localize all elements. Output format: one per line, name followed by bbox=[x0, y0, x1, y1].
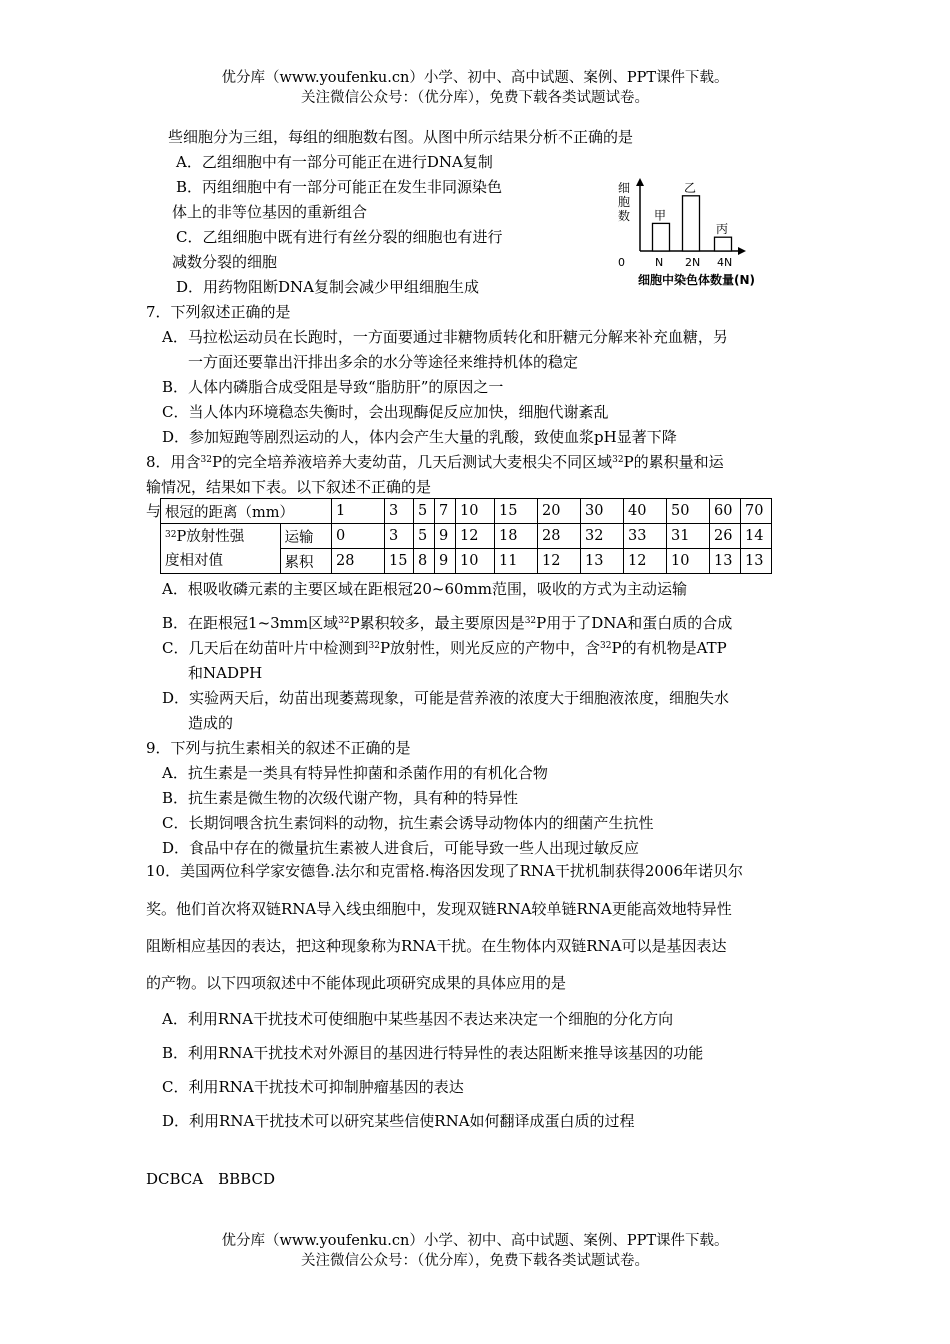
q7-option-a: A．马拉松运动员在长跑时，一方面要通过非糖物质转化和肝糖元分解来补充血糖，另 bbox=[162, 328, 728, 346]
table-cell: 12 bbox=[538, 549, 581, 574]
page-footer bbox=[0, 1231, 950, 1271]
q8-option-c-cont: 和NADPH bbox=[188, 664, 263, 682]
q8-option-a: A．根吸收磷元素的主要区域在距根冠20~60mm范围，吸收的方式为主动运输 bbox=[162, 580, 688, 598]
table-cell: 0 bbox=[332, 524, 385, 549]
q10-option-d: D．利用RNA干扰技术可以研究某些信使RNA如何翻译成蛋白质的过程 bbox=[162, 1112, 635, 1130]
table-cell: 5 bbox=[414, 524, 435, 549]
table-cell: 30 bbox=[581, 499, 624, 524]
bar-label: 乙 bbox=[684, 180, 697, 195]
q6-option-b-cont: 体上的非等位基因的重新组合 bbox=[172, 203, 368, 221]
table-cell: 12 bbox=[456, 524, 495, 549]
table-cell: 26 bbox=[710, 524, 741, 549]
q6-option-a: A．乙组细胞中有一部分可能正在进行DNA复制 bbox=[176, 153, 493, 171]
q9-option-c: C．长期饲喂含抗生素饲料的动物，抗生素会诱导动物体内的细菌产生抗性 bbox=[162, 814, 654, 832]
q7-option-d: D．参加短跑等剧烈运动的人，体内会产生大量的乳酸，致使血浆pH显著下降 bbox=[162, 428, 677, 446]
q8-stem: 8．用含$^{32}$P的完全培养液培养大麦幼苗，几天后测试大麦根尖不同区域$^{32}$P的累积量和运 bbox=[146, 453, 724, 471]
y-label-char-3: 数 bbox=[618, 209, 631, 223]
bar-label: 丙 bbox=[716, 222, 729, 237]
q9-option-b: B．抗生素是微生物的次级代谢产物，具有种的特异性 bbox=[162, 789, 519, 807]
y-label-char-1: 细 bbox=[618, 181, 631, 195]
q8-stem-cont: 输情况，结果如下表。以下叙述不正确的是 bbox=[146, 478, 432, 496]
q6-option-d: D．用药物阻断DNA复制会减少甲组细胞生成 bbox=[176, 278, 480, 296]
table-row-label: $^{32}$P放射性强 度相对值 bbox=[161, 524, 281, 574]
q10-stem-cont-1: 奖。他们首次将双链RNA导入线虫细胞中，发现双链RNA较单链RNA更能高效地特异性 bbox=[146, 900, 732, 918]
table-cell: 3 bbox=[385, 524, 414, 549]
q7-stem: 7．下列叙述正确的是 bbox=[146, 303, 291, 321]
table-cell: 40 bbox=[624, 499, 667, 524]
accum-label: 累积 bbox=[280, 549, 331, 574]
table-cell: 28 bbox=[332, 549, 385, 574]
table-cell: 15 bbox=[495, 499, 538, 524]
q10-option-c: C．利用RNA干扰技术可抑制肿瘤基因的表达 bbox=[162, 1078, 464, 1096]
q6-option-c-cont: 减数分裂的细胞 bbox=[172, 253, 278, 271]
table-cell: 13 bbox=[741, 549, 772, 574]
table-cell: 3 bbox=[385, 499, 414, 524]
bar-label: 甲 bbox=[654, 208, 667, 223]
table-cell: 32 bbox=[581, 524, 624, 549]
q6-option-c: C．乙组细胞中既有进行有丝分裂的细胞也有进行 bbox=[176, 228, 503, 246]
table-cell: 7 bbox=[435, 499, 456, 524]
table-cell: 33 bbox=[624, 524, 667, 549]
table-cell: 70 bbox=[741, 499, 772, 524]
table-cell: 9 bbox=[435, 549, 456, 574]
bar-4N bbox=[715, 237, 732, 251]
table-cell: 15 bbox=[385, 549, 414, 574]
table-cell: 18 bbox=[495, 524, 538, 549]
q8-option-c: C．几天后在幼苗叶片中检测到$^{32}$P放射性，则光反应的产物中，含$^{32}$P的有机物是ATP bbox=[162, 639, 727, 657]
x-tick-label: 2N bbox=[685, 256, 701, 269]
table-cell: 9 bbox=[435, 524, 456, 549]
q10-stem-cont-2: 阻断相应基因的表达，把这种现象称为RNA干扰。在生物体内双链RNA可以是基因表达 bbox=[146, 937, 727, 955]
table-header-label: 根冠的距离（mm） bbox=[161, 499, 332, 524]
y-axis-label bbox=[618, 181, 630, 223]
q7-option-c: C．当人体内环境稳态失衡时，会出现酶促反应加快，细胞代谢紊乱 bbox=[162, 403, 609, 421]
table-cell: 13 bbox=[710, 549, 741, 574]
q9-stem: 9．下列与抗生素相关的叙述不正确的是 bbox=[146, 739, 411, 757]
q8-overlap-char: 与 bbox=[146, 502, 162, 520]
transport-label: 运输 bbox=[280, 524, 331, 549]
header-line-2: 关注微信公众号：（优分库），免费下载各类试题试卷。 bbox=[301, 90, 649, 106]
bar-N bbox=[653, 223, 670, 251]
q9-option-d: D．食品中存在的微量抗生素被人进食后，可能导致一些人出现过敏反应 bbox=[162, 839, 640, 857]
table-cell: 50 bbox=[667, 499, 710, 524]
table-cell: 8 bbox=[414, 549, 435, 574]
table-cell: 60 bbox=[710, 499, 741, 524]
table-cell: 13 bbox=[581, 549, 624, 574]
table-cell: 10 bbox=[456, 549, 495, 574]
q10-stem: 10．美国两位科学家安德鲁.法尔和克雷格.梅洛因发现了RNA干扰机制获得2006年诺贝尔 bbox=[146, 862, 744, 880]
footer-line-1: 优分库（www.youfenku.cn）小学、初中、高中试题、案例、PPT课件下载。 bbox=[221, 1233, 729, 1249]
answer-key: DCBCA BBBCD bbox=[146, 1170, 275, 1188]
q6-option-b: B．丙组细胞中有一部分可能正在发生非同源染色 bbox=[176, 178, 503, 196]
q10-stem-cont-3: 的产物。以下四项叙述中不能体现此项研究成果的具体应用的是 bbox=[146, 974, 567, 992]
q9-option-a: A．抗生素是一类具有特异性抑菌和杀菌作用的有机化合物 bbox=[162, 764, 548, 782]
q7-option-b: B．人体内磷脂合成受阻是导致“脂肪肝”的原因之一 bbox=[162, 378, 504, 396]
table-cell: 1 bbox=[332, 499, 385, 524]
table-row bbox=[161, 524, 772, 549]
x-axis-arrow bbox=[738, 247, 746, 255]
x-tick-label: 4N bbox=[717, 256, 733, 269]
origin-label: 0 bbox=[618, 256, 625, 269]
q10-option-b: B．利用RNA干扰技术对外源目的基因进行特异性的表达阻断来推导该基因的功能 bbox=[162, 1044, 704, 1062]
table-cell: 10 bbox=[456, 499, 495, 524]
q8-option-b: B．在距根冠1~3mm区域$^{32}$P累积较多，最主要原因是$^{32}$P用于了DNA和蛋白质的合成 bbox=[162, 614, 733, 632]
header-line-1: 优分库（www.youfenku.cn）小学、初中、高中试题、案例、PPT课件下载。 bbox=[221, 70, 729, 86]
table-cell: 12 bbox=[624, 549, 667, 574]
table-cell: 14 bbox=[741, 524, 772, 549]
q10-option-a: A．利用RNA干扰技术可使细胞中某些基因不表达来决定一个细胞的分化方向 bbox=[162, 1010, 674, 1028]
x-tick-label: N bbox=[655, 256, 664, 269]
table-cell: 28 bbox=[538, 524, 581, 549]
q8-option-d: D．实验两天后，幼苗出现萎蔫现象，可能是营养液的浓度大于细胞液浓度，细胞失水 bbox=[162, 689, 730, 707]
table-cell: 5 bbox=[414, 499, 435, 524]
footer-line-2: 关注微信公众号：（优分库），免费下载各类试题试卷。 bbox=[301, 1253, 649, 1269]
y-axis-arrow bbox=[636, 178, 644, 186]
q7-option-a-cont: 一方面还要靠出汗排出多余的水分等途径来维持机体的稳定 bbox=[188, 353, 579, 371]
x-axis-label: 细胞中染色体数量(N) bbox=[638, 273, 756, 287]
q6-stem: 些细胞分为三组，每组的细胞数右图。从图中所示结果分析不正确的是 bbox=[168, 128, 634, 146]
chromosome-bar-chart bbox=[612, 176, 782, 294]
table-cell: 31 bbox=[667, 524, 710, 549]
q8-option-d-cont: 造成的 bbox=[188, 714, 234, 732]
y-label-char-2: 胞 bbox=[618, 195, 631, 209]
page-header bbox=[0, 68, 950, 108]
table-cell: 10 bbox=[667, 549, 710, 574]
q8-data-table bbox=[160, 498, 772, 574]
bar-2N bbox=[683, 196, 700, 251]
table-cell: 11 bbox=[495, 549, 538, 574]
table-row bbox=[161, 499, 772, 524]
table-cell: 20 bbox=[538, 499, 581, 524]
